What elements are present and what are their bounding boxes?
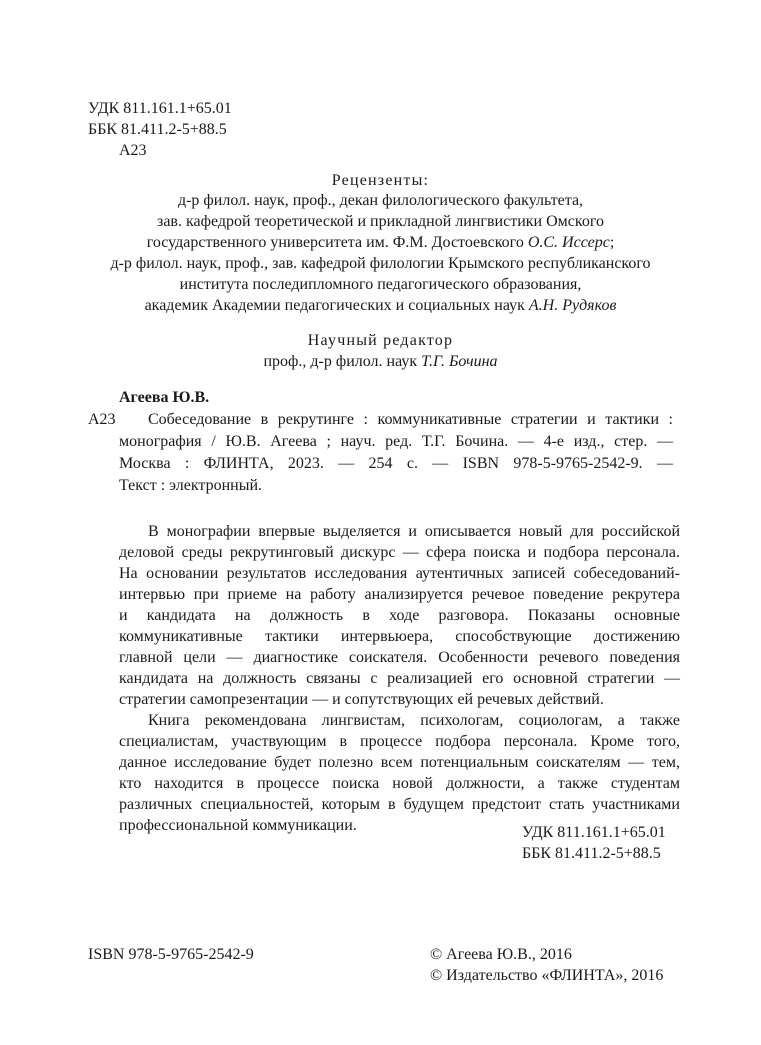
reviewer-line: д-р филол. наук, проф., зав. кафедрой филологии Крымского республиканского xyxy=(110,255,651,272)
abstract-line: различных специальностей, которым в будущем предстоит стать участниками xyxy=(119,796,680,813)
reviewer-line: зав. кафедрой теоретической и прикладной лингвистики Омского xyxy=(157,213,604,230)
editor-name: Т.Г. Бочина xyxy=(421,353,498,370)
bbk-code: ББК 81.411.2-5+88.5 xyxy=(88,121,227,138)
editor-line: проф., д-р филол. наук Т.Г. Бочина xyxy=(263,353,498,370)
reviewer-name: А.Н. Рудяков xyxy=(528,297,617,314)
reviewer-line: академик Академии педагогических и социальных наук А.Н. Рудяков xyxy=(144,297,617,314)
abstract-line: интервью при приеме на работу анализируется речевое поведение рекрутера xyxy=(119,586,680,603)
abstract-line: коммуникативные тактики интервьюера, способствующие достижению xyxy=(119,628,680,645)
reviewer-line: государственного университета им. Ф.М. Достоевского О.С. Иссерс; xyxy=(146,234,615,251)
isbn: ISBN 978-5-9765-2542-9 xyxy=(88,946,254,963)
reviewer-line: д-р филол. наук, проф., декан филологического факультета, xyxy=(177,192,584,209)
bib-line: монография / Ю.В. Агеева ; науч. ред. Т.Г. Бочина. — 4-е изд., стер. — xyxy=(119,433,673,450)
abstract-line: Книга рекомендована лингвистам, психологам, социологам, а также xyxy=(148,712,680,729)
author-mark: А23 xyxy=(119,142,147,159)
abstract-line: специалистам, участвующим в процессе подбора персонала. Кроме того, xyxy=(119,733,680,750)
reviewer-name: О.С. Иссерс xyxy=(527,234,610,251)
abstract-line: На основании результатов исследования аутентичных записей собеседований- xyxy=(119,565,680,582)
footer-bbk-code: ББК 81.411.2-5+88.5 xyxy=(522,845,661,862)
bib-line: Москва : ФЛИНТА, 2023. — 254 с. — ISBN 978-5-9765-2542-9. — xyxy=(119,455,673,472)
abstract-line: деловой среды рекрутинговый дискурс — сфера поиска и подбора персонала. xyxy=(119,544,680,561)
abstract-line: В монографии впервые выделяется и описывается новый для российской xyxy=(148,523,680,540)
abstract-line: и кандидата на должность в ходе разговора. Показаны основные xyxy=(119,607,680,624)
bib-author: Агеева Ю.В. xyxy=(119,389,210,406)
bib-line: Собеседование в рекрутинге : коммуникативные стратегии и тактики : xyxy=(148,411,673,428)
reviewer-line: института последипломного педагогического образования, xyxy=(179,276,582,293)
copyright-publisher: © Издательство «ФЛИНТА», 2016 xyxy=(430,967,664,984)
abstract-line: кандидата на должность связаны с реализацией его основной стратегии — xyxy=(119,670,680,687)
abstract-line: стратегии самопрезентации — и сопутствующих ей речевых действий. xyxy=(119,691,604,708)
bib-mark: А23 xyxy=(88,411,116,428)
reviewers-title: Рецензенты: xyxy=(331,172,430,189)
copyright-author: © Агеева Ю.В., 2016 xyxy=(430,946,572,963)
abstract-line: главной цели — диагностике соискателя. Особенности речевого поведения xyxy=(119,649,680,666)
bib-line: Текст : электронный. xyxy=(119,477,263,494)
footer-udk-code: УДК 811.161.1+65.01 xyxy=(522,824,666,841)
editor-title: Научный редактор xyxy=(307,332,454,349)
abstract-line: кто находится в процессе поиска новой должности, а также студентам xyxy=(119,775,680,792)
abstract-line: профессиональной коммуникации. xyxy=(119,817,357,834)
udk-code: УДК 811.161.1+65.01 xyxy=(88,100,232,117)
abstract-line: данное исследование будет полезно всем потенциальным соискателям — тем, xyxy=(119,754,680,771)
